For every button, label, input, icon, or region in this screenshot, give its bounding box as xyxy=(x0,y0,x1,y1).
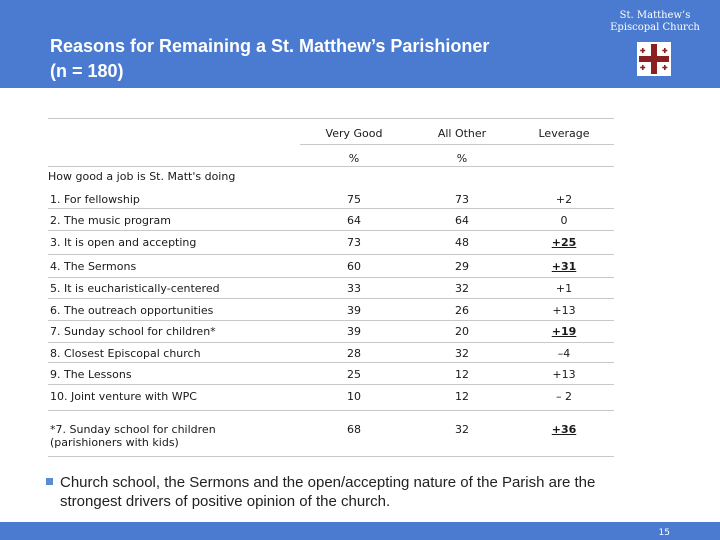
value-leverage: +36 xyxy=(551,423,577,436)
table-bottom-rule xyxy=(48,456,614,457)
row-label: *7. Sunday school for children xyxy=(50,423,216,436)
row-label: 1. For fellowship xyxy=(50,193,140,206)
value-all-other: 12 xyxy=(455,390,469,403)
value-leverage: +13 xyxy=(552,368,576,381)
col-header-leverage: Leverage xyxy=(538,127,590,140)
row-label: 3. It is open and accepting xyxy=(50,236,197,249)
row-label-line2: (parishioners with kids) xyxy=(50,436,179,449)
bullet-square-icon xyxy=(46,478,53,485)
table-top-rule xyxy=(48,118,614,119)
page-title-line2: (n = 180) xyxy=(50,61,124,81)
footer-bar xyxy=(0,522,720,540)
row-rule xyxy=(48,320,614,321)
row-label: 5. It is eucharistically-centered xyxy=(50,282,220,295)
summary-bullet xyxy=(60,473,660,511)
value-leverage: +2 xyxy=(555,193,573,206)
value-all-other: 26 xyxy=(455,304,469,317)
row-rule xyxy=(48,410,614,411)
row-label: 4. The Sermons xyxy=(50,260,137,273)
row-rule xyxy=(48,362,614,363)
header-rule xyxy=(300,144,614,145)
value-very-good: 73 xyxy=(347,236,361,249)
value-leverage: +19 xyxy=(551,325,577,338)
value-leverage: +1 xyxy=(555,282,573,295)
summary-line2: strongest drivers of positive opinion of the church. xyxy=(60,493,391,510)
col-header-all-other: All Other xyxy=(437,127,487,140)
unit-very-good: % xyxy=(348,152,360,165)
unit-all-other: % xyxy=(456,152,468,165)
row-label: 9. The Lessons xyxy=(50,368,132,381)
table-question: How good a job is St. Matt's doing xyxy=(48,170,236,183)
page-number: 15 xyxy=(658,528,670,538)
value-leverage: +13 xyxy=(552,304,576,317)
value-very-good: 39 xyxy=(347,325,361,338)
value-very-good: 33 xyxy=(347,282,361,295)
row-label: 8. Closest Episcopal church xyxy=(50,347,201,360)
value-very-good: 10 xyxy=(347,390,361,403)
value-all-other: 48 xyxy=(455,236,469,249)
page-title-line1: Reasons for Remaining a St. Matthew’s Parishioner xyxy=(50,36,490,56)
value-very-good: 39 xyxy=(347,304,361,317)
church-cross-logo-icon xyxy=(637,42,671,76)
value-leverage: +25 xyxy=(551,236,577,249)
value-all-other: 20 xyxy=(455,325,469,338)
row-rule xyxy=(48,342,614,343)
value-leverage: 0 xyxy=(560,214,568,227)
value-very-good: 28 xyxy=(347,347,361,360)
row-label: 2. The music program xyxy=(50,214,171,227)
value-very-good: 75 xyxy=(347,193,361,206)
row-label: 6. The outreach opportunities xyxy=(50,304,214,317)
value-all-other: 73 xyxy=(455,193,469,206)
row-label: 10. Joint venture with WPC xyxy=(50,390,197,403)
value-very-good: 25 xyxy=(347,368,361,381)
row-rule xyxy=(48,230,614,231)
value-very-good: 60 xyxy=(347,260,361,273)
col-header-very-good: Very Good xyxy=(325,127,383,140)
units-rule xyxy=(48,166,614,167)
value-very-good: 68 xyxy=(347,423,361,436)
row-label: 7. Sunday school for children* xyxy=(50,325,216,338)
row-rule xyxy=(48,254,614,255)
value-all-other: 64 xyxy=(455,214,469,227)
summary-line1: Church school, the Sermons and the open/accepting nature of the Parish are the xyxy=(60,474,596,491)
page-title xyxy=(50,34,580,84)
value-leverage: +31 xyxy=(551,260,577,273)
value-all-other: 32 xyxy=(455,423,469,436)
value-all-other: 29 xyxy=(455,260,469,273)
row-rule xyxy=(48,384,614,385)
value-all-other: 32 xyxy=(455,282,469,295)
logo-line1: St. Matthew’s xyxy=(619,10,691,21)
row-rule xyxy=(48,277,614,278)
church-logo-text xyxy=(600,10,710,34)
value-all-other: 32 xyxy=(455,347,469,360)
value-very-good: 64 xyxy=(347,214,361,227)
value-leverage: – 2 xyxy=(556,390,572,403)
value-all-other: 12 xyxy=(455,368,469,381)
logo-line2: Episcopal Church xyxy=(610,22,700,33)
row-rule xyxy=(48,298,614,299)
value-leverage: –4 xyxy=(557,347,571,360)
row-rule xyxy=(48,208,614,209)
